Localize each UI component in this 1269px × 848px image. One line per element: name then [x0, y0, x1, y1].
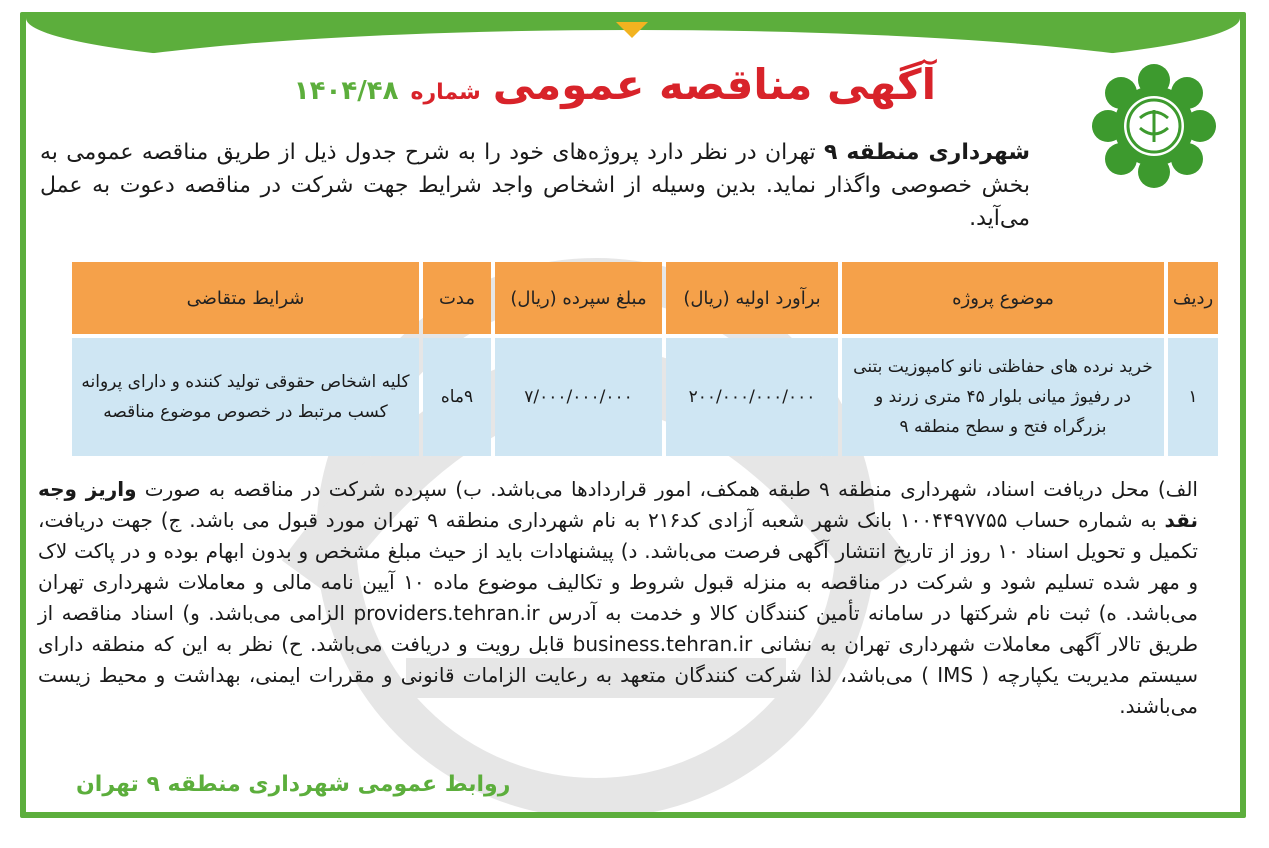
header-duration: مدت — [423, 262, 491, 334]
intro-text: تهران در نظر دارد پروژه‌های خود را به شرح جدول ذیل از طریق مناقصه عمومی به بخش خصوصی واگذار نماید. بدین وسیله از اشخاص واجد شرایط جهت شرکت در مناقصه دعوت به عمل می‌آید. — [40, 140, 1030, 231]
header-conditions: شرایط متقاضی — [72, 262, 419, 334]
cell-deposit: ۷/۰۰۰/۰۰۰/۰۰۰ — [495, 338, 662, 456]
title-text: آگهی مناقصه عمومی — [492, 60, 936, 109]
header-row-number: ردیف — [1168, 262, 1218, 334]
cell-subject: خرید نرده های حفاظتی نانو کامپوزیت بتنی در رفیوژ میانی بلوار ۴۵ متری زرند و بزرگراه فتح و سطح منطقه ۹ — [842, 338, 1164, 456]
table-header-row — [72, 262, 1218, 334]
cell-row-number: ۱ — [1168, 338, 1218, 456]
tehran-municipality-logo-icon — [1090, 62, 1218, 190]
header-estimate: برآورد اولیه (ریال) — [666, 262, 838, 334]
conditions-text — [38, 474, 1198, 722]
header-subject: موضوع پروژه — [842, 262, 1164, 334]
conditions-part2: به شماره حساب ۱۰۰۴۴۹۷۷۵۵ بانک شهر شعبه آزادی کد۲۱۶ به نام شهرداری منطقه ۹ تهران مورد قبول می باشد. ج) جهت دریافت، تکمیل و تحویل اسناد ۱۰ روز از تاریخ انتشار آگهی فرصت می‌باشد. د) پیشنهادات باید از حیث مبلغ مشخص و بدون ابهام بوده و در پاکت لاک و مهر شده تسلیم شود و شرکت در مناقصه به منزله قبول شروط و تکالیف موضوع ماده ۱۰ آیین نامه مالی و معاملات شهرداری تهران می‌باشد. ه) ثبت نام شرکتها در سامانه تأمین کنندگان کالا و خدمت به آدرس providers.tehran.ir الزامی می‌باشد. و) اسناد مناقصه از طریق تالار آگهی معاملات شهرداری تهران به نشانی business.tehran.ir قابل رویت و دریافت می‌باشد. ح) نظر به این که منطقه دارای سیستم مدیریت یکپارچه ( IMS ) می‌باشد، لذا شرکت کنندگان متعهد به رعایت الزامات قانونی و مقررات ایمنی، بهداشت و محیط زیست می‌باشند. — [38, 508, 1199, 718]
intro-bold: شهرداری منطقه ۹ — [823, 140, 1030, 165]
cell-duration: ۹ماه — [423, 338, 491, 456]
top-marker — [616, 22, 648, 38]
conditions-bold: واریز وجه نقد — [38, 477, 1198, 532]
intro-paragraph — [40, 136, 1030, 235]
notice-title — [256, 60, 936, 130]
title-number: ۱۴۰۴/۴۸ — [293, 76, 399, 106]
notice-frame — [20, 12, 1246, 818]
cell-estimate: ۲۰۰/۰۰۰/۰۰۰/۰۰۰ — [666, 338, 838, 456]
projects-table — [68, 258, 1222, 460]
cell-conditions: کلیه اشخاص حقوقی تولید کننده و دارای پروانه کسب مرتبط در خصوص موضوع مناقصه — [72, 338, 419, 456]
conditions-part1: الف) محل دریافت اسناد، شهرداری منطقه ۹ طبقه همکف، امور قراردادها می‌باشد. ب) سپرده شرکت در مناقصه به صورت — [136, 477, 1198, 501]
header-deposit: مبلغ سپرده (ریال) — [495, 262, 662, 334]
conditions-paragraph — [38, 474, 1198, 722]
footer-signature: روابط عمومی شهرداری منطقه ۹ تهران — [76, 772, 511, 797]
title-number-label: شماره — [410, 80, 481, 105]
table-row — [72, 338, 1218, 456]
